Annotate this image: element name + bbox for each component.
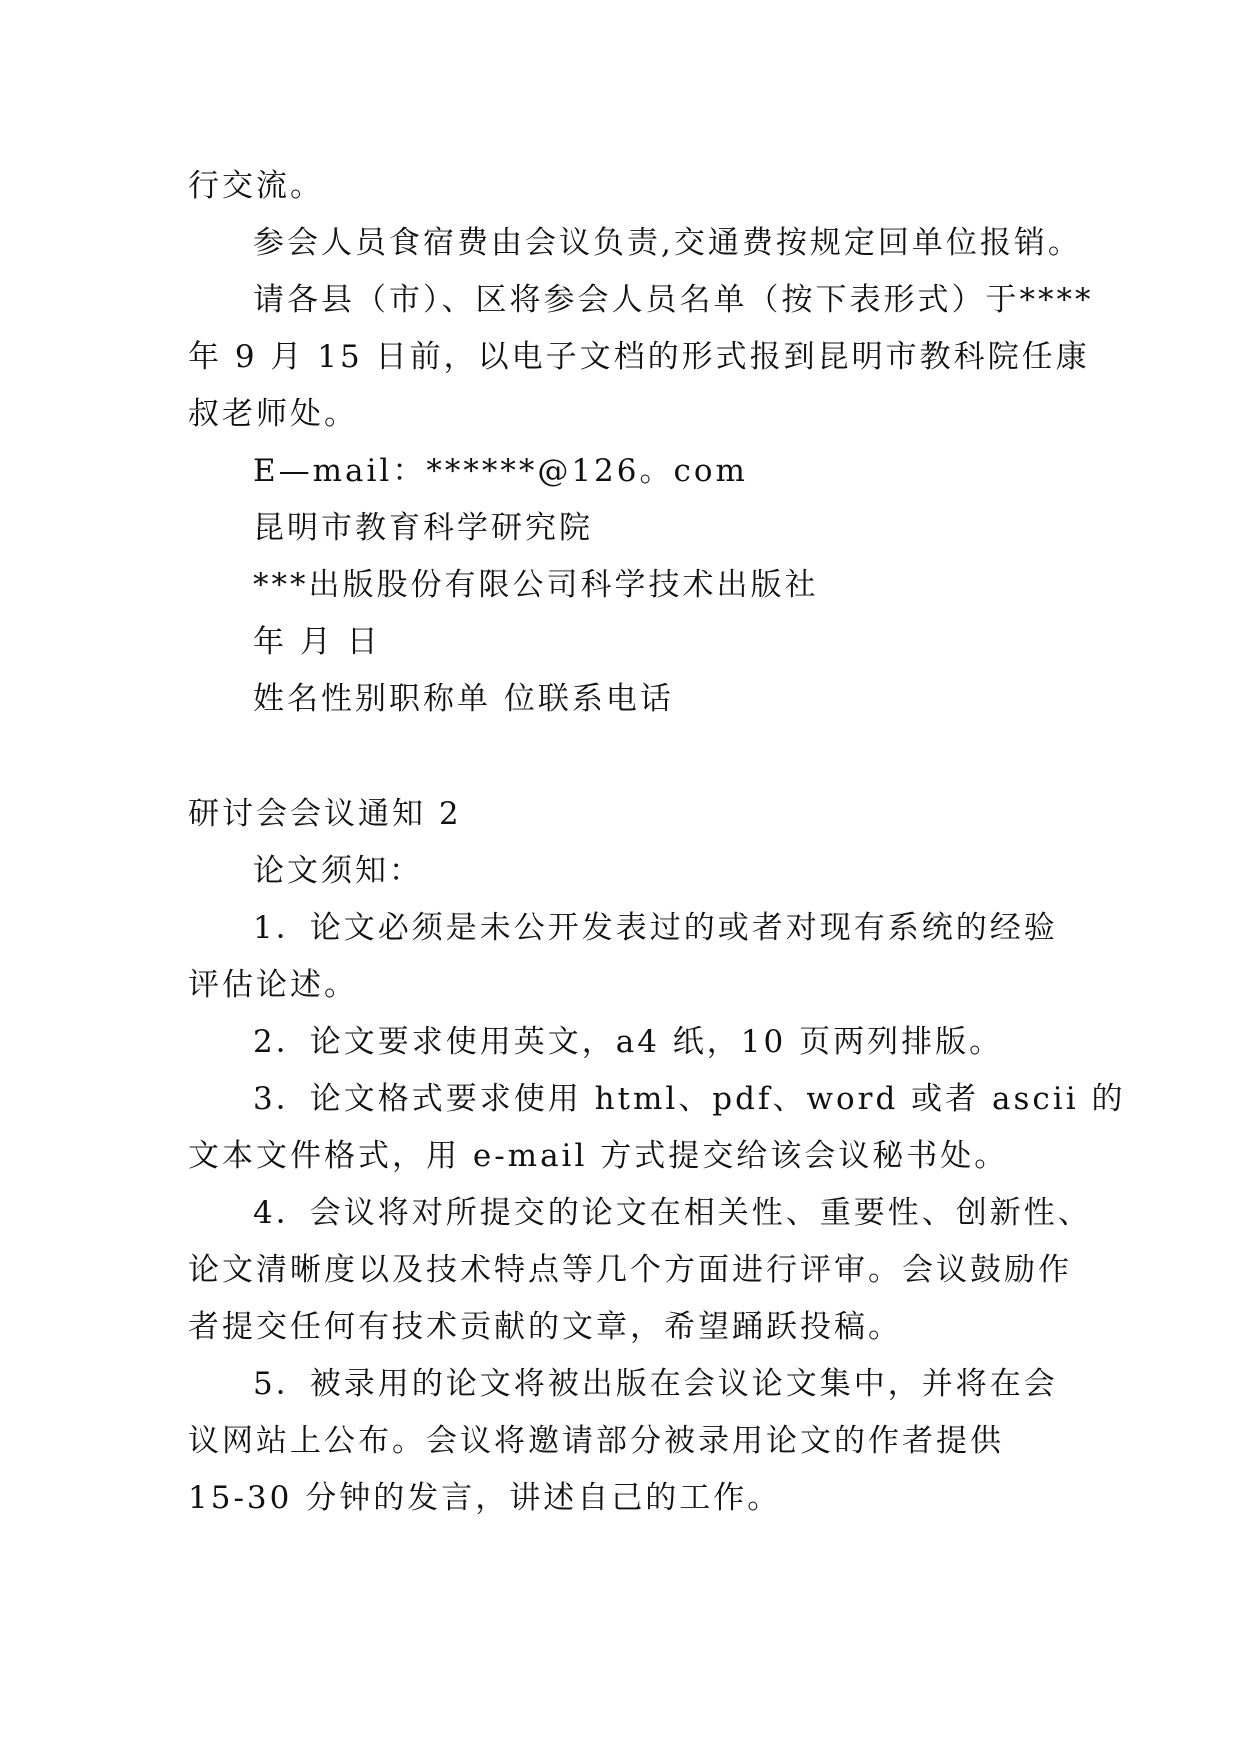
paragraph-line: 3．论文格式要求使用 html、pdf、word 或者 ascii 的	[253, 1081, 1126, 1117]
paragraph-line: 者提交任何有技术贡献的文章，希望踊跃投稿。	[188, 1309, 902, 1345]
paragraph-line: 5．被录用的论文将被出版在会议论文集中，并将在会	[253, 1366, 1058, 1402]
paragraph-line: 参会人员食宿费由会议负责,交通费按规定回单位报销。	[253, 225, 1082, 261]
paragraph-line: 4．会议将对所提交的论文在相关性、重要性、创新性、	[253, 1195, 1092, 1231]
date-line: 年 月 日	[253, 624, 381, 660]
paragraph-line: 请各县（市）、区将参会人员名单（按下表形式）于****	[253, 282, 1094, 318]
organization-line: ***出版股份有限公司科学技术出版社	[253, 567, 819, 603]
paragraph-line: 评估论述。	[188, 967, 358, 1003]
organization-line: 昆明市教育科学研究院	[253, 510, 593, 546]
paragraph-line: 行交流。	[188, 168, 324, 204]
paragraph-line: 文本文件格式，用 e-mail 方式提交给该会议秘书处。	[188, 1138, 1009, 1174]
paragraph-line: 论文清晰度以及技术特点等几个方面进行评审。会议鼓励作	[188, 1252, 1072, 1288]
table-header-line: 姓名性别职称单 位联系电话	[253, 681, 674, 717]
paragraph-line: 1．论文必须是未公开发表过的或者对现有系统的经验	[253, 910, 1058, 946]
paragraph-line: 议网站上公布。会议将邀请部分被录用论文的作者提供	[188, 1423, 1004, 1459]
paragraph-line: 2．论文要求使用英文，a4 纸，10 页两列排版。	[253, 1024, 1004, 1060]
paragraph-line: 15-30 分钟的发言，讲述自己的工作。	[188, 1480, 782, 1516]
section-title: 研讨会会议通知 2	[188, 796, 462, 832]
paragraph-line: 年 9 月 15 日前，以电子文档的形式报到昆明市教科院任康	[188, 339, 1090, 375]
paragraph-line: 叔老师处。	[188, 396, 358, 432]
paragraph-line: 论文须知：	[253, 853, 423, 889]
email-line: E—mail：******@126。com	[253, 453, 748, 489]
